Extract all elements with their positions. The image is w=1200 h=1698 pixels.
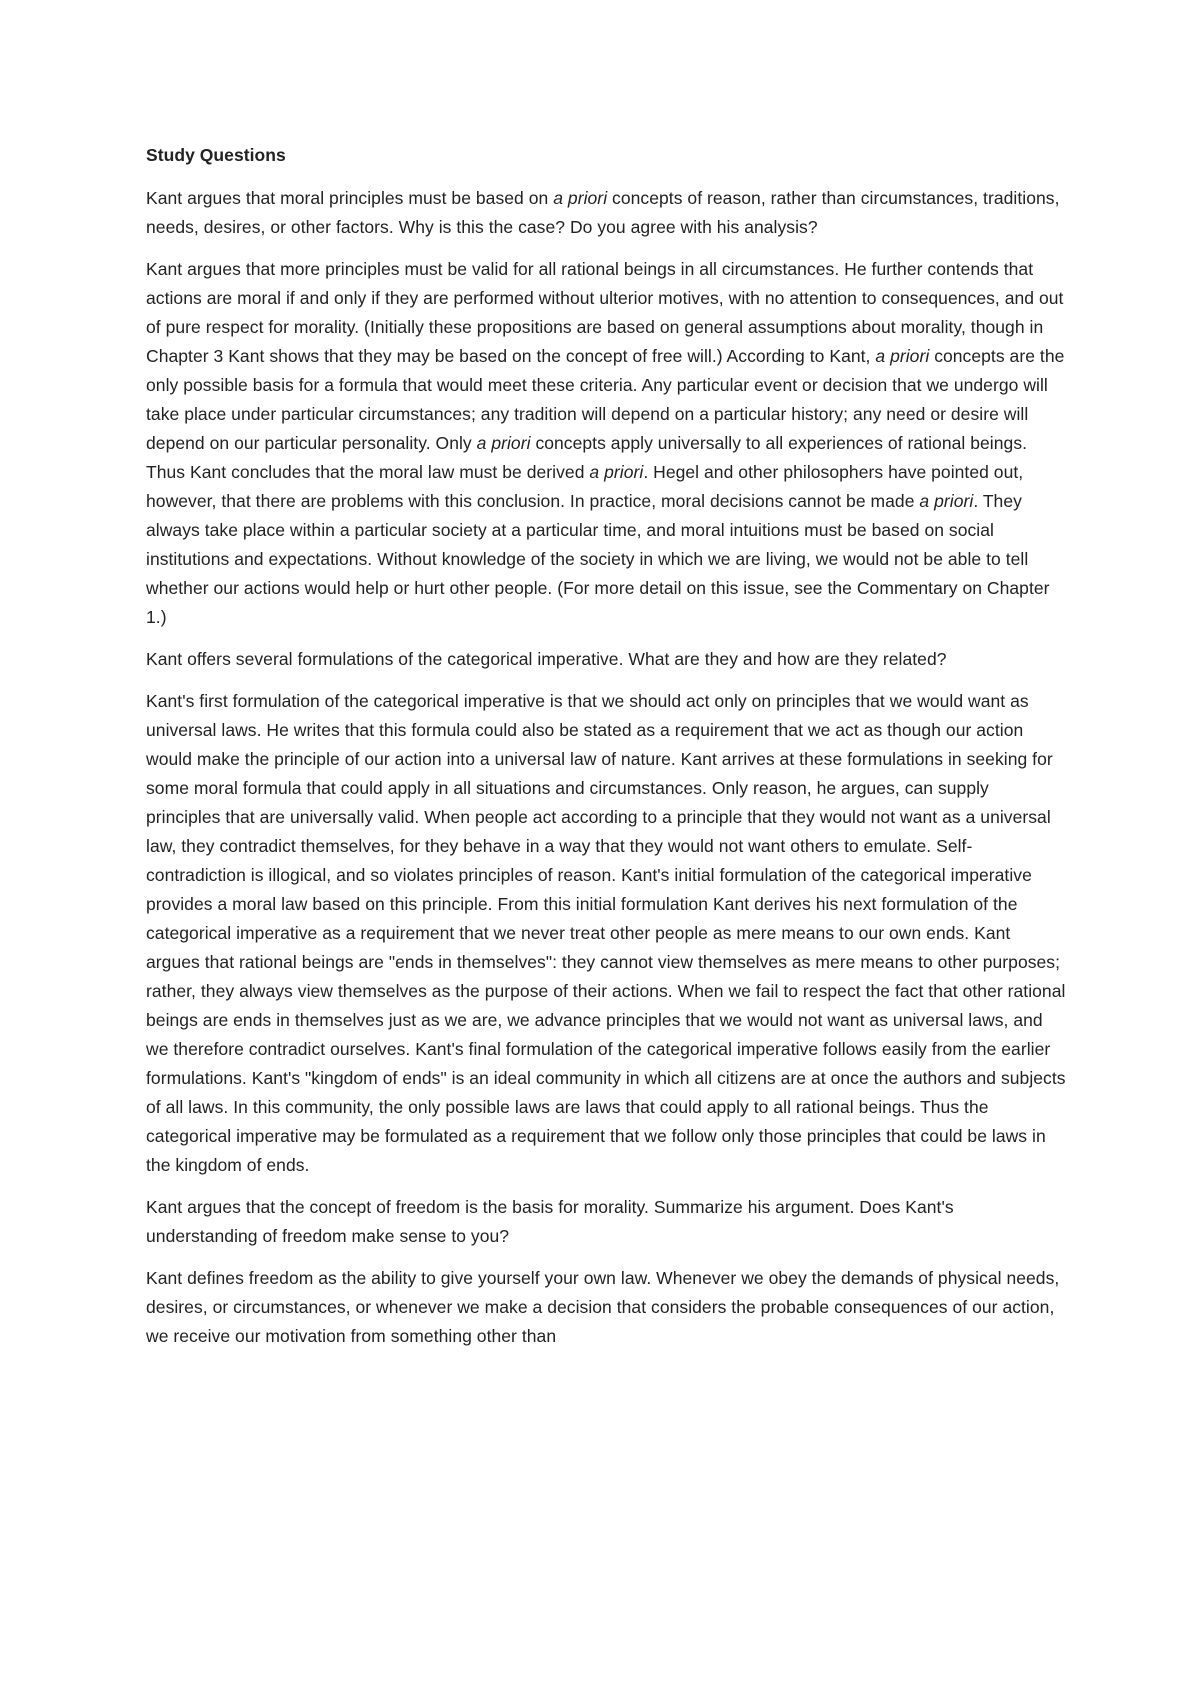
answer-1: Kant argues that more principles must be valid for all rational beings in all circumstances. He further contends that actions are moral if and only if they are performed without ulterior motives, with no attention to consequences, and out of pure respect for morality. (Initially these propositions are based on general assumptions about morality, though in Chapter 3 Kant shows that they may be based on the concept of free will.) According to Kant, a priori concepts are the only possible basis for a formula that would meet these criteria. Any particular event or decision that we undergo will take place under particular circumstances; any tradition will depend on a particular history; any need or desire will depend on our particular personality. Only a priori concepts apply universally to all experiences of rational beings. Thus Kant concludes that the moral law must be derived a priori. Hegel and other philosophers have pointed out, however, that there are problems with this conclusion. In practice, moral decisions cannot be made a priori. They always take place within a particular society at a particular time, and moral intuitions must be based on social institutions and expectations. Without knowledge of the society in which we are living, we would not be able to tell whether our actions would help or hurt other people. (For more detail on this issue, see the Commentary on Chapter 1.) <box>146 259 1065 627</box>
answer-3: Kant defines freedom as the ability to give yourself your own law. Whenever we obey the demands of physical needs, desires, or circumstances, or whenever we make a decision that considers the probable consequences of our action, we receive our motivation from something other than <box>146 1268 1060 1346</box>
question-3: Kant argues that the concept of freedom is the basis for morality. Summarize his argument. Does Kant's understanding of freedom make sense to you? <box>146 1197 954 1246</box>
question-2: Kant offers several formulations of the categorical imperative. What are they and how are they related? <box>146 649 947 669</box>
answer-2: Kant's first formulation of the categorical imperative is that we should act only on principles that we would want as universal laws. He writes that this formula could also be stated as a requirement that we act as though our action would make the principle of our action into a universal law of nature. Kant arrives at these formulations in seeking for some moral formula that could apply in all situations and circumstances. Only reason, he argues, can supply principles that are universally valid. When people act according to a principle that they would not want as a universal law, they contradict themselves, for they behave in a way that they would not want others to emulate. Self- contradiction is illogical, and so violates principles of reason. Kant's initial formulation of the categorical imperative provides a moral law based on this principle. From this initial formulation Kant derives his next formulation of the categorical imperative as a requirement that we never treat other people as mere means to our own ends. Kant argues that rational beings are "ends in themselves": they cannot view themselves as mere means to other purposes; rather, they always view themselves as the purpose of their actions. When we fail to respect the fact that other rational beings are ends in themselves just as we are, we advance principles that we would not want as universal laws, and we therefore contradict ourselves. Kant's final formulation of the categorical imperative follows easily from the earlier formulations. Kant's "kingdom of ends" is an ideal community in which all citizens are at once the authors and subjects of all laws. In this community, the only possible laws are laws that could apply to all rational beings. Thus the categorical imperative may be formulated as a requirement that we follow only those principles that could be laws in the kingdom of ends. <box>146 691 1066 1175</box>
section-heading: Study Questions <box>146 145 286 165</box>
question-1: Kant argues that moral principles must be based on a priori concepts of reason, rather than circumstances, traditions, needs, desires, or other factors. Why is this the case? Do you agree with his analysis? <box>146 188 1060 237</box>
document-body <box>146 141 1066 1364</box>
